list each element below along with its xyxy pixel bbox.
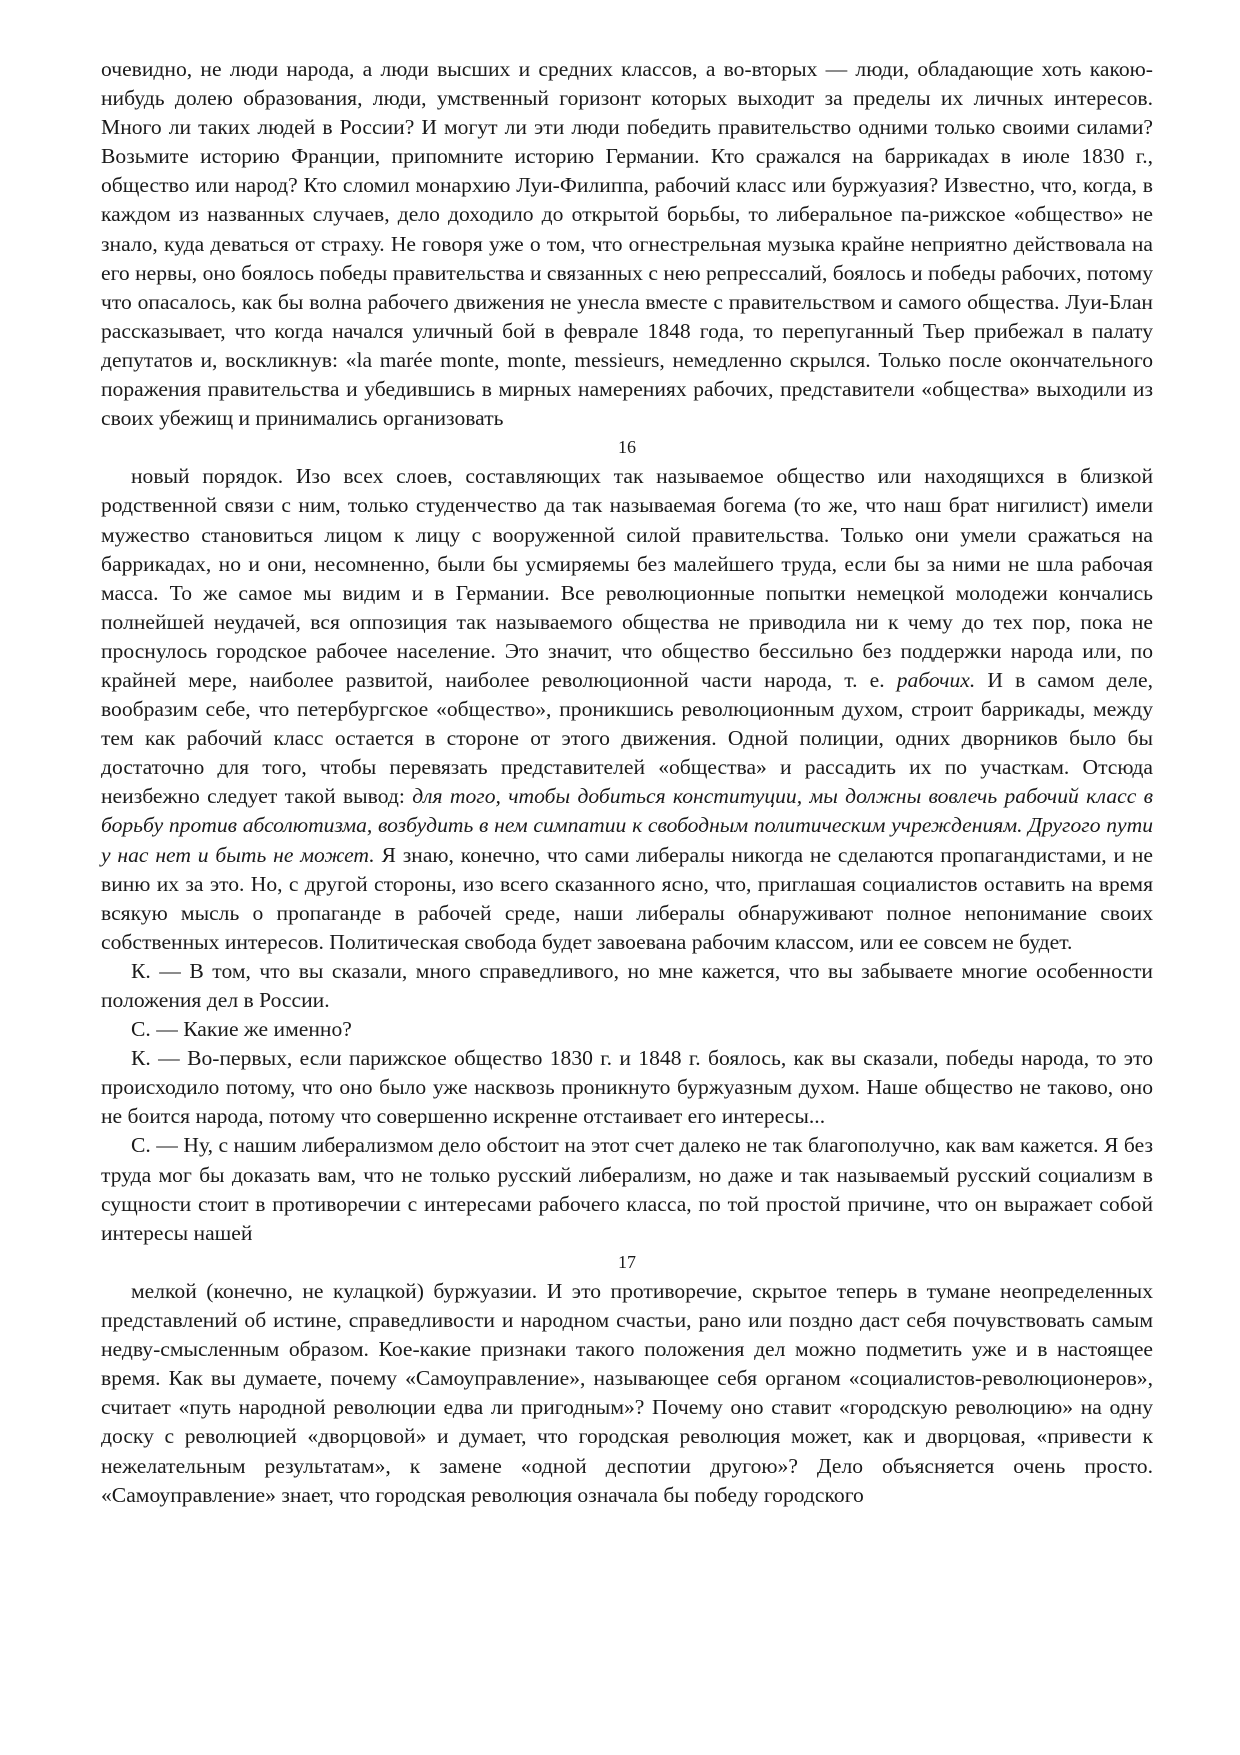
dialogue-line-s-1: С. — Какие же именно? (131, 1017, 352, 1042)
italic-conclusion: для того, чтобы добиться конституции, мы должны вовлечь рабочий класс в борьбу против абсолютизма, возбудить в нем симпатии к свободным политическим учреждениям. Другого пути у нас нет и быть не может. (101, 784, 1153, 867)
paragraph-text-a: новый порядок. Изо всех слоев, составляющих так называемое общество или находящихся в близкой родственной связи с ним, только студенчество да так называемая богема (то же, что наш брат нигилист) имели мужество становиться лицом к лицу с вооруженной силой правительства. Только они умели сражаться на баррикадах, но и они, несомненно, были бы усмиряемы без малейшего труда, если бы за ними не шла рабочая масса. То же самое мы видим и в Германии. Все революционные попытки немецкой молодежи кончались полнейшей неудачей, вся оппозиция так называемого общества не приводила ни к чему до тех пор, пока не проснулось городское рабочее население. Это значит, что общество бессильно без поддержки народа или, по крайней мере, наиболее развитой, наиболее революционной части народа, т. е. (101, 464, 1153, 692)
dialogue-line-k-2: К. — Во-первых, если парижское общество 1830 г. и 1848 г. боялось, как вы сказали, победы народа, то это происходило потому, что оно было уже насквозь проникнуто буржуазным духом. Наше общество не таково, оно не боится народа, потому что совершенно искренне отстаивает его интересы... (101, 1046, 1153, 1129)
document-page (101, 55, 1153, 1510)
dialogue-line-s-2: С. — Ну, с нашим либерализмом дело обстоит на этот счет далеко не так благополучно, как вам кажется. Я без труда мог бы доказать вам, что не только русский либерализм, но даже и так называемый русский социализм в сущности стоит в противоречии с интересами рабочего класса, по той простой причине, что он выражает собой интересы нашей (101, 1133, 1153, 1245)
paragraph-new-order (101, 462, 1153, 957)
paragraph-text-b: И в самом деле, вообразим себе, что петербургское «общество», проникшись революционным духом, строит баррикады, между тем как рабочий класс остается в стороне от этого движения. Одной полиции, одних дворников было бы достаточно для того, чтобы перевязать представителей «общества» и рассадить их по участкам. Отсюда неизбежно следует такой вывод: (101, 667, 1153, 809)
page-number-17: 17 (618, 1251, 636, 1272)
italic-workers: рабочих. (896, 667, 976, 692)
paragraph-text-c: Я знаю, конечно, что сами либералы никогда не сделаются пропагандистами, и не виню их за это. Но, с другой стороны, изо всего сказанного ясно, что, приглашая социалистов оставить на время всякую мысль о пропаганде в рабочей среде, наши либералы обнаруживают полное непонимание своих собственных интересов. Политическая свобода будет завоевана рабочим классом, или ее совсем не будет. (101, 842, 1153, 954)
page-number-16: 16 (618, 437, 636, 458)
paragraph-continuation-page-16: очевидно, не люди народа, а люди высших и средних классов, а во-вторых — люди, обладающие хоть какою-нибудь долею образования, люди, умственный горизонт которых выходит за пределы их личных интересов. Много ли таких людей в России? И могут ли эти люди победить правительство одними только своими силами? Возьмите историю Франции, припомните историю Германии. Кто сражался на баррикадах в июле 1830 г., общество или народ? Кто сломил монархию Луи-Филиппа, рабочий класс или буржуазия? Известно, что, когда, в каждом из названных случаев, дело доходило до открытой борьбы, то либеральное па-рижское «общество» не знало, куда деваться от страху. Не говоря уже о том, что огнестрельная музыка крайне неприятно действовала на его нервы, оно боялось победы правительства и связанных с нею репрессалий, боялось и победы рабочих, потому что опасалось, как бы волна рабочего движения не унесла вместе с правительством и самого общества. Луи-Блан рассказывает, что когда начался уличный бой в феврале 1848 года, то перепуганный Тьер прибежал в палату депутатов и, воскликнув: «la marée monte, monte, messieurs, немедленно скрылся. Только после окончательного поражения правительства и убедившись в мирных намерениях рабочих, представители «общества» выходили из своих убежищ и принимались организовать (101, 57, 1153, 431)
paragraph-petty-bourgeoisie: мелкой (конечно, не кулацкой) буржуазии. И это противоречие, скрытое теперь в тумане неопределенных представлений об истине, справедливости и народном счастьи, рано или поздно даст себя почувствовать самым недву-смысленным образом. Кое-какие признаки такого положения дел можно подметить уже и в настоящее время. Как вы думаете, почему «Самоуправление», называющее себя органом «социалистов-революционеров», считает «путь народной революции едва ли пригодным»? Почему оно ставит «городскую революцию» на одну доску с революцией «дворцовой» и думает, что городская революция может, как и дворцовая, «привести к нежелательным результатам», к замене «одной деспотии другою»? Дело объясняется очень просто. «Самоуправление» знает, что городская революция означала бы победу городского (101, 1278, 1153, 1507)
dialogue-line-k-1: К. — В том, что вы сказали, много справедливого, но мне кажется, что вы забываете многие особенности положения дел в России. (101, 958, 1153, 1012)
